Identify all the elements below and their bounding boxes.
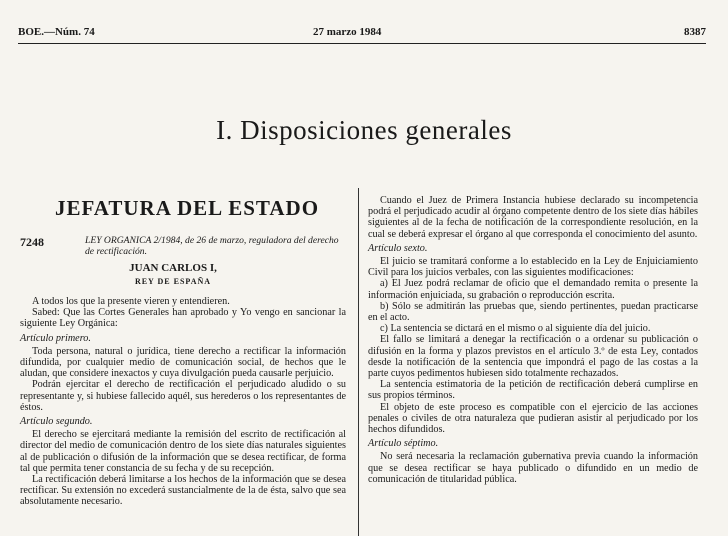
section-title: I. Disposiciones generales bbox=[216, 115, 512, 145]
journal-issue: BOE.—Núm. 74 bbox=[18, 26, 95, 38]
law-number: 7248 bbox=[20, 235, 44, 249]
column-divider bbox=[358, 188, 359, 536]
king-name: JUAN CARLOS I, bbox=[129, 262, 217, 274]
article-heading: Artículo séptimo. bbox=[368, 438, 439, 450]
article-paragraph: La sentencia estimatoria de la petición de rectificación deberá cumplirse en sus propios términos. bbox=[368, 379, 698, 402]
article-paragraph: El derecho se ejercitará mediante la remisión del escrito de rectificación al director del medio de comunicación dentro de los siete días naturales siguientes al de publicación o difusión de la información que se desea rectificar, de forma tal que permita tener constancia de su fecha y de su recepción. bbox=[20, 429, 346, 474]
intro-paragraph: Sabed: Que las Cortes Generales han aprobado y Yo vengo en sancionar la siguiente Ley Orgánica: bbox=[20, 307, 346, 330]
king-title: REY DE ESPAÑA bbox=[134, 277, 212, 286]
article-paragraph: El juicio se tramitará conforme a lo establecido en la Ley de Enjuiciamiento Civil para los juicios verbales, con las siguientes modificaciones: bbox=[368, 256, 698, 279]
article-item: c) La sentencia se dictará en el mismo o al siguiente día del juicio. bbox=[380, 323, 651, 335]
intro-paragraph: A todos los que la presente vieren y entendieren. bbox=[32, 296, 230, 307]
article-paragraph: La rectificación deberá limitarse a los hechos de la información que se desea rectificar. Su extensión no excederá sustancialmente de la de ésta, salvo que sea absolutamente necesario. bbox=[20, 474, 346, 508]
page-number: 8387 bbox=[684, 26, 706, 38]
law-title: LEY ORGANICA 2/1984, de 26 de marzo, reguladora del derecho de rectificación. bbox=[85, 235, 339, 257]
article-item: a) El Juez podrá reclamar de oficio que el demandado remita o presente la información enjuiciada, su grabación o reproducción escrita. bbox=[368, 278, 698, 301]
right-column bbox=[368, 195, 698, 485]
publication-date: 27 marzo 1984 bbox=[313, 26, 382, 38]
article-heading: Artículo segundo. bbox=[20, 416, 93, 428]
article-paragraph: El objeto de este proceso es compatible con el ejercicio de las acciones penales o civiles de otra naturaleza que pudieran asistir al perjudicado por los hechos difundidos. bbox=[368, 401, 698, 436]
article-heading: Artículo sexto. bbox=[368, 242, 428, 254]
left-column bbox=[20, 296, 346, 508]
article-paragraph: No será necesaria la reclamación gubernativa previa cuando la información que se desea rectificar se haya publicado o difundido en un medio de comunicación de titularidad pública. bbox=[368, 451, 698, 485]
page-header bbox=[18, 26, 706, 40]
article-item: b) Sólo se admitirán las pruebas que, siendo pertinentes, puedan practicarse en el acto. bbox=[368, 300, 698, 324]
article-paragraph: Cuando el Juez de Primera Instancia hubiese declarado su incompetencia podrá el perjudicado acudir al órgano competente dentro de los siete días hábiles siguientes al de la fecha de notificación de la correspondiente resolución, en la cual se deberá expresar el órgano al que corresponda el conocimiento del asunto. bbox=[368, 195, 698, 240]
header-rule bbox=[18, 43, 706, 44]
article-paragraph: Toda persona, natural o jurídica, tiene derecho a rectificar la información difundida, por cualquier medio de comunicación social, de hechos que le aludan, que considere inexactos y cuya divulgación pueda causarle perjuicio. bbox=[20, 345, 346, 380]
article-paragraph: El fallo se limitará a denegar la rectificación o a ordenar su publicación o difusión en la forma y plazos previstos en el artículo 3.º de esta Ley, contados desde la notificación de la sentencia que impondrá el pago de las costas a la parte cuyos pedimentos hubiesen sido totalmente rechazados. bbox=[368, 334, 698, 380]
article-paragraph: Podrán ejercitar el derecho de rectificación el perjudicado aludido o su representante y, si hubiese fallecido aquél, sus herederos o los representantes de éstos. bbox=[20, 379, 346, 413]
organization-title: JEFATURA DEL ESTADO bbox=[55, 196, 320, 220]
article-heading: Artículo primero. bbox=[20, 332, 91, 344]
